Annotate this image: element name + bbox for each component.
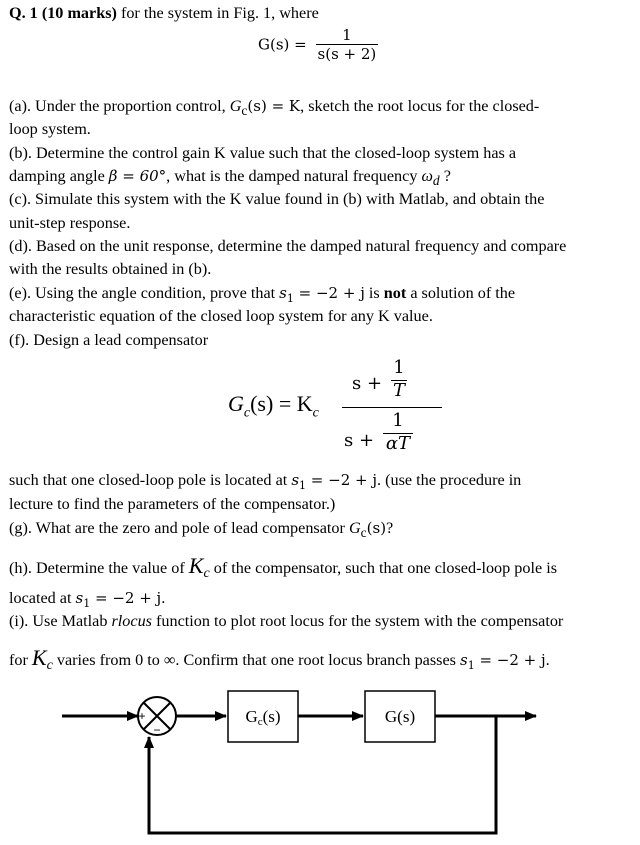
part-a-eq: (s) = K xyxy=(247,97,301,115)
part-e-s1: s xyxy=(279,284,287,302)
summing-junction xyxy=(138,697,176,737)
part-b-pre: damping angle xyxy=(9,167,109,185)
part-a-pre: (a). Under the proportion control, xyxy=(9,97,230,115)
part-c-line2: unit-step response. xyxy=(9,214,131,232)
part-e-bold: not xyxy=(383,284,407,302)
part-h-s1: s xyxy=(75,589,84,607)
compensator-k-sub: c xyxy=(312,405,319,421)
plant-block-label: G(s) xyxy=(384,707,416,726)
part-f-s1: s xyxy=(291,471,300,489)
compensator-lhs-rest: (s) = K xyxy=(250,391,313,416)
part-h-line2-post: . xyxy=(161,589,166,607)
plant-numerator: 1 xyxy=(342,26,352,44)
part-e-mid: is xyxy=(364,284,384,302)
part-b-beta: β = 60° xyxy=(108,167,167,185)
compensator-den-aT: αT xyxy=(385,433,411,454)
part-f-s1-eq: = −2 + j xyxy=(306,471,377,489)
part-f-s1-sub: 1 xyxy=(299,479,307,493)
part-a-gc: G xyxy=(229,97,242,115)
part-c-line1: (c). Simulate this system with the K value found in (b) with Matlab, and obtain the xyxy=(9,190,545,208)
part-g-post: ? xyxy=(386,519,394,537)
part-a-line2: loop system. xyxy=(9,120,91,138)
part-i-func: rlocus xyxy=(111,612,152,630)
part-e-s1-eq: = −2 + j xyxy=(293,284,365,302)
part-f-after-pre: such that one closed-loop pole is located at xyxy=(9,471,292,489)
compensator-den-one: 1 xyxy=(392,410,404,431)
part-d-line1: (d). Based on the unit response, determine the damped natural frequency and compare xyxy=(9,237,567,255)
part-i-k-sub: c xyxy=(46,658,53,674)
part-h-line2-pre: located at xyxy=(9,589,76,607)
part-i-line2-post: . xyxy=(545,651,550,669)
part-b-post: ? xyxy=(439,167,451,185)
part-i-s1: s xyxy=(459,651,468,669)
part-e-post: a solution of the xyxy=(406,284,516,302)
part-i-line2-mid: varies from 0 to ∞. Confirm that one root locus branch passes xyxy=(52,651,460,669)
minus-sign: − xyxy=(153,723,161,737)
part-i-line2-pre: for xyxy=(9,651,32,669)
part-i-post: function to plot root locus for the system with the compensator xyxy=(151,612,564,630)
part-b-omega-sub: d xyxy=(432,173,440,189)
compensator-block-label xyxy=(245,707,280,728)
compensator-num-one: 1 xyxy=(393,357,405,378)
part-b-mid: , what is the damped natural frequency xyxy=(166,167,422,185)
plus-sign: + xyxy=(138,709,146,723)
part-h-pre: (h). Determine the value of xyxy=(9,559,189,577)
part-h-s1-sub: 1 xyxy=(83,597,91,611)
compensator-block-sub: c xyxy=(257,716,263,728)
part-g-gc-sub: c xyxy=(360,525,367,541)
part-f-after-post: . (use the procedure in xyxy=(377,471,522,489)
plant-lhs: G(s) = xyxy=(258,35,307,54)
part-g-gc: G xyxy=(348,519,361,537)
compensator-num-s: s + xyxy=(352,373,383,394)
part-e-line2: characteristic equation of the closed loop system for any K value. xyxy=(9,307,433,325)
compensator-num-T: T xyxy=(392,380,405,401)
part-g-gc-arg: (s) xyxy=(366,519,387,537)
part-h-k-sub: c xyxy=(203,566,210,582)
part-i-s1-sub: 1 xyxy=(467,659,475,673)
feedback-path xyxy=(149,716,496,833)
part-a-gc-sub: c xyxy=(241,103,248,119)
question-number: Q. 1 (10 marks) xyxy=(9,4,117,22)
part-a-post: , sketch the root locus for the closed- xyxy=(300,97,540,115)
compensator-den-s: s + xyxy=(344,430,375,451)
part-f-line3: lecture to find the parameters of the compensator.) xyxy=(9,495,336,513)
part-d-line2: with the results obtained in (b). xyxy=(9,260,212,278)
part-h-k: K xyxy=(188,553,204,578)
part-i-pre: (i). Use Matlab xyxy=(9,612,112,630)
part-e-s1-sub: 1 xyxy=(286,292,294,306)
compensator-block-arg: (s) xyxy=(262,707,281,726)
part-f-line1: (f). Design a lead compensator xyxy=(9,331,209,349)
compensator-block-g: G xyxy=(245,707,258,726)
plant-denominator: s(s + 2) xyxy=(317,45,377,63)
question-intro: for the system in Fig. 1, where xyxy=(116,4,319,22)
part-e-pre: (e). Using the angle condition, prove that xyxy=(9,284,280,302)
part-b-omega: ω xyxy=(421,167,433,185)
part-b-line1: (b). Determine the control gain K value such that the closed-loop system has a xyxy=(9,144,517,162)
part-i-s1-eq: = −2 + j xyxy=(474,651,546,669)
compensator-lhs-g: G xyxy=(228,391,244,416)
part-i-k: K xyxy=(31,645,47,670)
compensator-lhs-sub: c xyxy=(243,405,251,421)
part-g-pre: (g). What are the zero and pole of lead compensator xyxy=(9,519,349,537)
part-h-s1-eq: = −2 + j xyxy=(90,589,162,607)
part-h-post: of the compensator, such that one closed-loop pole is xyxy=(209,559,557,577)
